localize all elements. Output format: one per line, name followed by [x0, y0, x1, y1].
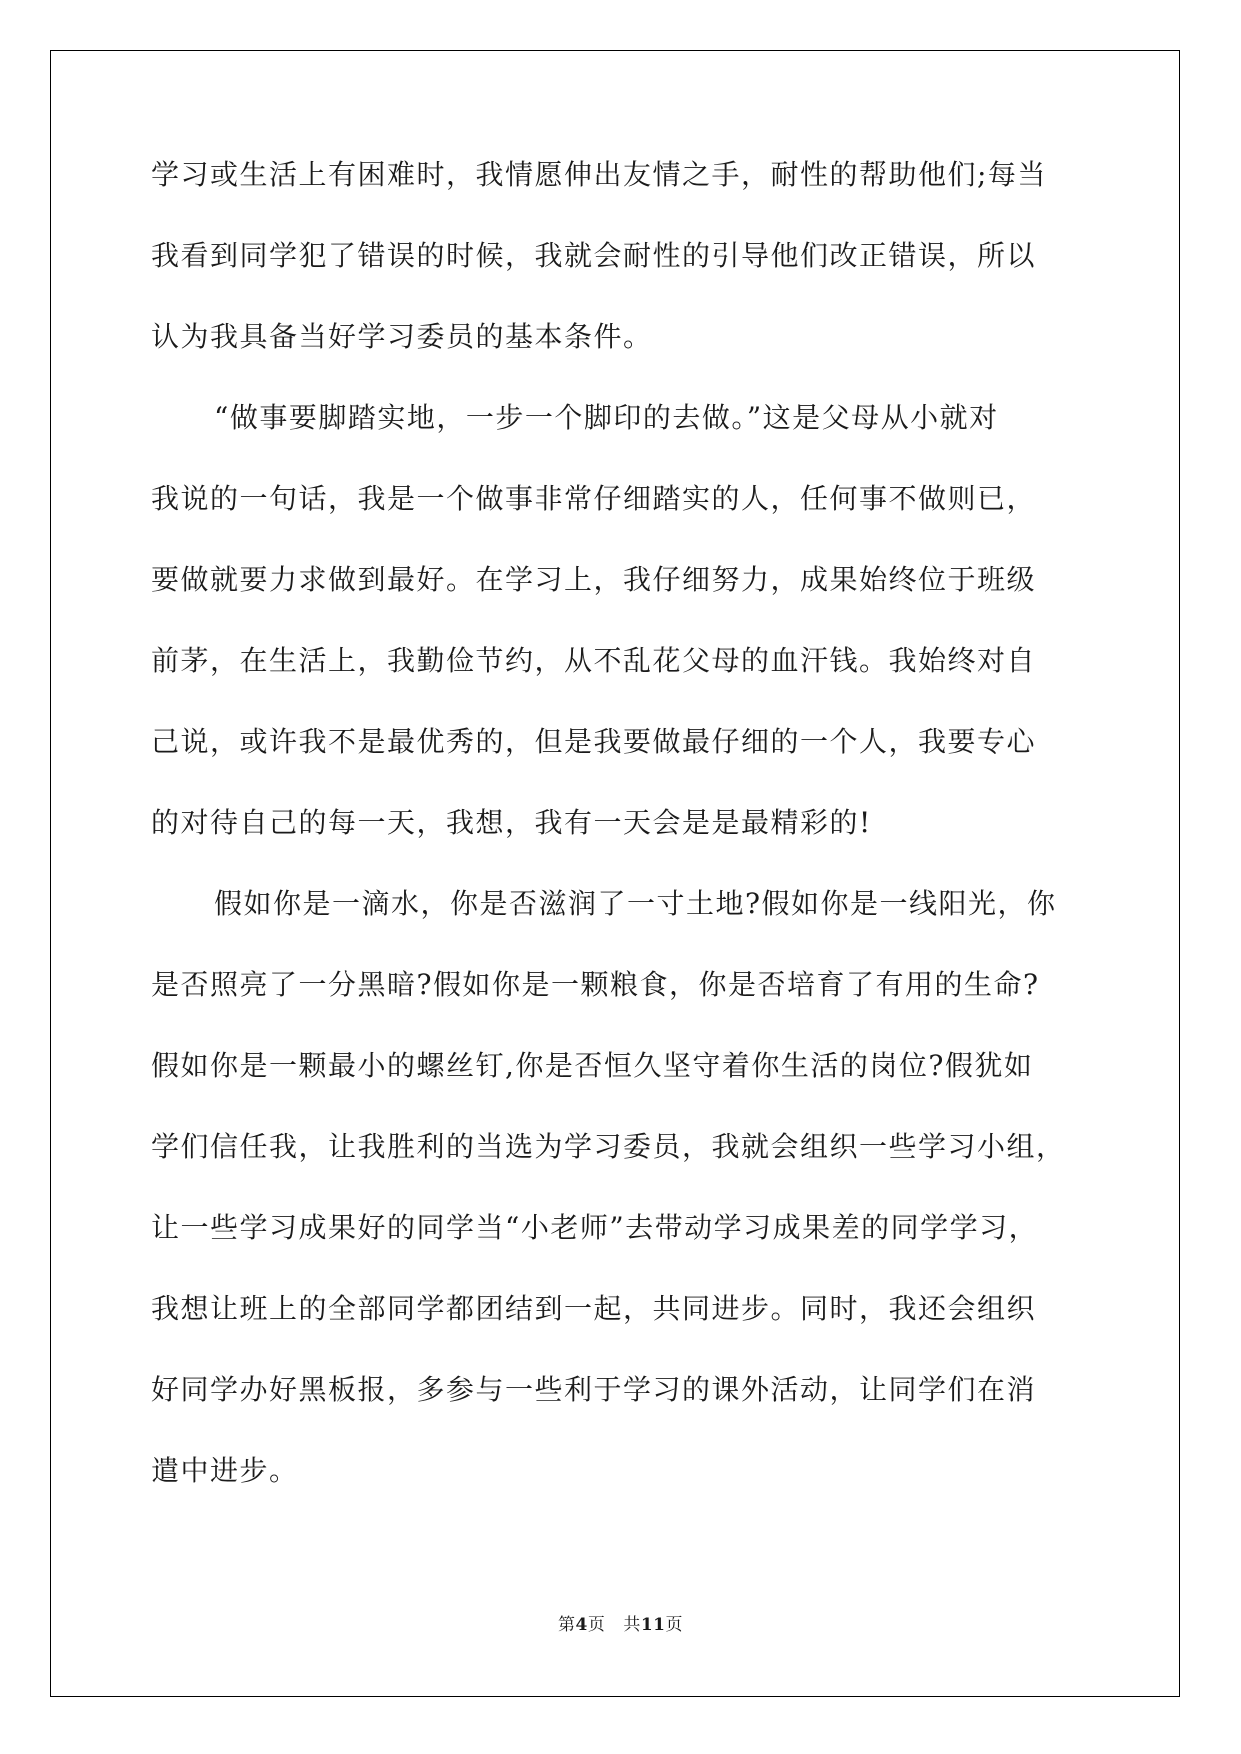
text-line: 让一些学习成果好的同学当“小老师”去带动学习成果差的同学学习，	[151, 1211, 1039, 1244]
text-line: 是否照亮了一分黑暗?假如你是一颗粮食，你是否培育了有用的生命?	[151, 968, 1040, 1001]
total-label-prefix: 共	[623, 1615, 641, 1635]
text-line: 我说的一句话，我是一个做事非常仔细踏实的人，任何事不做则已，	[151, 482, 1037, 515]
text-line: “做事要脚踏实地，一步一个脚印的去做。”这是父母从小就对	[214, 401, 999, 434]
text-line: 前茅，在生活上，我勤俭节约，从不乱花父母的血汗钱。我始终对自	[151, 644, 1037, 677]
total-pages: 11	[640, 1615, 666, 1635]
text-line: 学们信任我，让我胜利的当选为学习委员，我就会组织一些学习小组，	[151, 1130, 1066, 1163]
text-line: 假如你是一滴水，你是否滋润了一寸土地?假如你是一线阳光，你	[214, 887, 1057, 920]
text-line: 遣中进步。	[151, 1454, 299, 1487]
text-line: 好同学办好黑板报，多参与一些利于学习的课外活动，让同学们在消	[151, 1373, 1037, 1406]
page-label-suffix: 页	[587, 1615, 606, 1635]
total-label-suffix: 页	[665, 1615, 683, 1635]
text-line: 己说，或许我不是最优秀的，但是我要做最仔细的一个人，我要专心	[151, 725, 1037, 758]
text-line: 要做就要力求做到最好。在学习上，我仔细努力，成果始终位于班级	[151, 563, 1037, 596]
page-number: 4	[575, 1615, 588, 1635]
text-line: 学习或生活上有困难时，我情愿伸出友情之手，耐性的帮助他们;每当	[151, 158, 1047, 191]
page-label-prefix: 第	[557, 1615, 576, 1635]
text-line: 我想让班上的全部同学都团结到一起，共同进步。同时，我还会组织	[151, 1292, 1037, 1325]
text-line: 认为我具备当好学习委员的基本条件。	[151, 320, 653, 353]
text-line: 假如你是一颗最小的螺丝钉,你是否恒久坚守着你生活的岗位?假犹如	[151, 1049, 1034, 1082]
text-line: 我看到同学犯了错误的时候，我就会耐性的引导他们改正错误，所以	[151, 239, 1037, 272]
page-footer	[0, 1610, 1241, 1635]
text-line: 的对待自己的每一天，我想，我有一天会是是最精彩的!	[151, 806, 872, 839]
document-body	[151, 155, 1091, 1532]
